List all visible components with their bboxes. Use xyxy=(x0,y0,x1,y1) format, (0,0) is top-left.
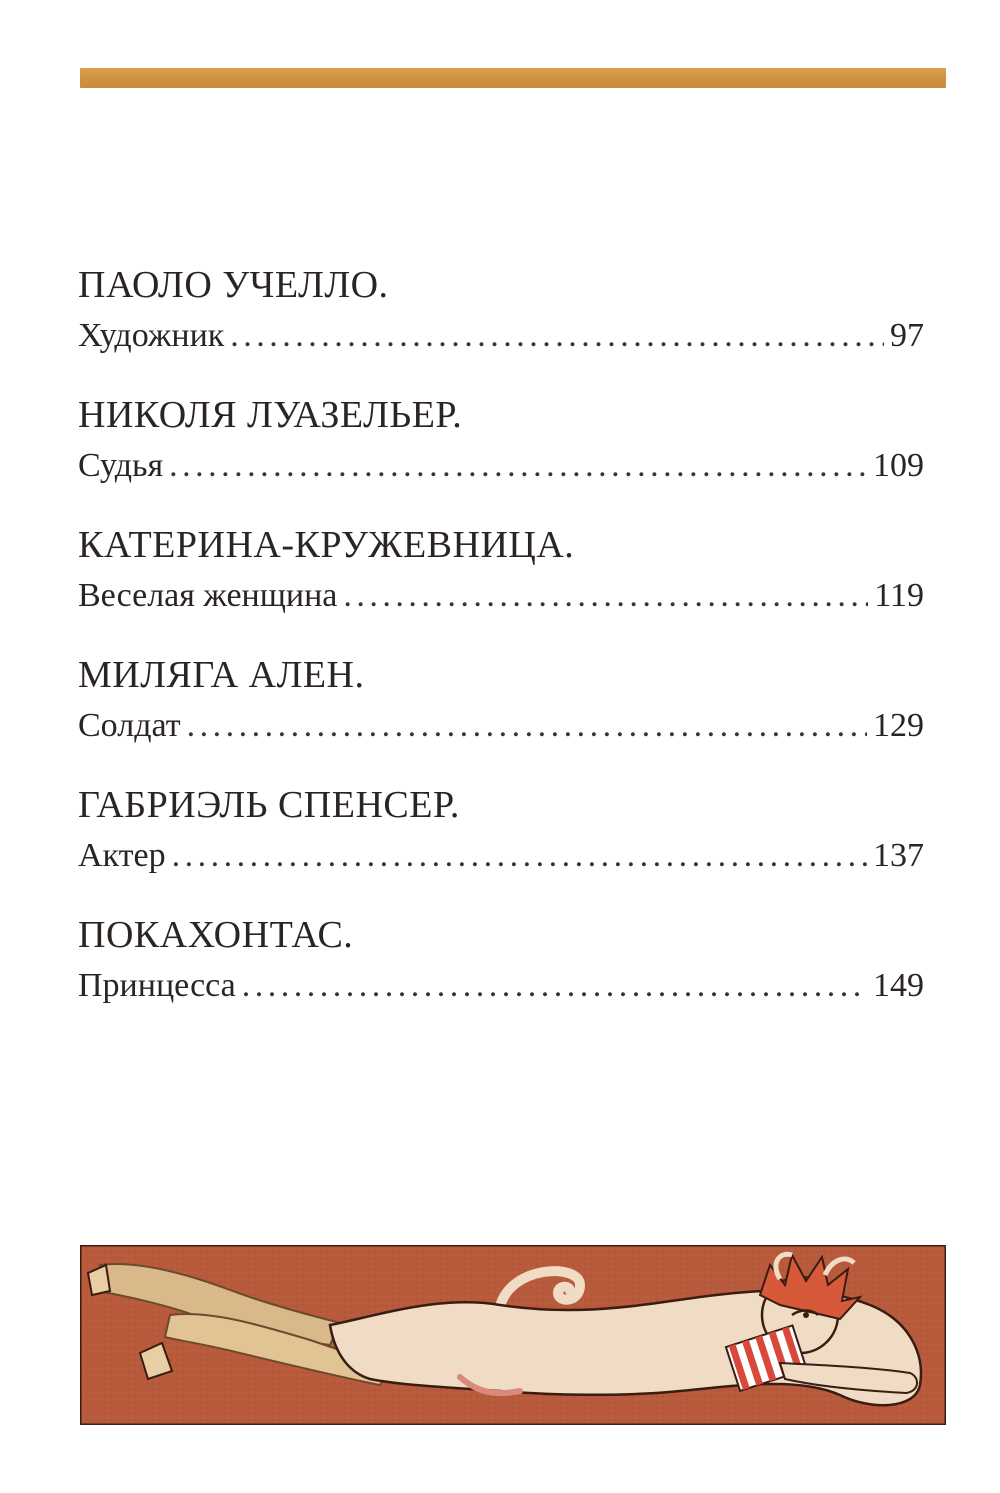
toc-entry[interactable] xyxy=(78,652,924,782)
dot-leader xyxy=(343,574,868,618)
toc-entry[interactable] xyxy=(78,522,924,652)
toc-entry[interactable] xyxy=(78,392,924,522)
toc-title: Судья xyxy=(78,447,164,484)
toc-page-number: 109 xyxy=(873,447,924,484)
toc-entry[interactable] xyxy=(78,782,924,912)
toc-author: ПОКАХОНТАС. xyxy=(78,914,354,956)
toc-author: ГАБРИЭЛЬ СПЕНСЕР. xyxy=(78,784,460,826)
table-of-contents xyxy=(78,262,924,1042)
faun-illustration-icon xyxy=(80,1245,946,1425)
dot-leader xyxy=(172,834,867,878)
toc-entry[interactable] xyxy=(78,912,924,1042)
toc-page-number: 129 xyxy=(873,707,924,744)
toc-line xyxy=(78,444,924,488)
dot-leader xyxy=(242,964,867,1008)
reclining-faun-illustration xyxy=(80,1245,946,1425)
toc-author: КАТЕРИНА-КРУЖЕВНИЦА. xyxy=(78,524,575,566)
toc-line xyxy=(78,704,924,748)
toc-page-number: 97 xyxy=(890,317,924,354)
toc-title: Художник xyxy=(78,317,225,354)
toc-author: МИЛЯГА АЛЕН. xyxy=(78,654,365,696)
toc-page-number: 137 xyxy=(873,837,924,874)
toc-title: Актер xyxy=(78,837,166,874)
toc-title: Принцесса xyxy=(78,967,236,1004)
toc-entry[interactable] xyxy=(78,262,924,392)
toc-line xyxy=(78,314,924,358)
toc-line xyxy=(78,574,924,618)
toc-line xyxy=(78,834,924,878)
top-decorative-rule xyxy=(80,68,946,88)
toc-title: Солдат xyxy=(78,707,181,744)
dot-leader xyxy=(187,704,867,748)
toc-author: НИКОЛЯ ЛУАЗЕЛЬЕР. xyxy=(78,394,463,436)
dot-leader xyxy=(230,314,884,358)
toc-title: Веселая женщина xyxy=(78,577,338,614)
toc-line xyxy=(78,964,924,1008)
dot-leader xyxy=(169,444,867,488)
toc-page-number: 119 xyxy=(874,577,924,614)
toc-page-number: 149 xyxy=(873,967,924,1004)
toc-author: ПАОЛО УЧЕЛЛО. xyxy=(78,264,389,306)
